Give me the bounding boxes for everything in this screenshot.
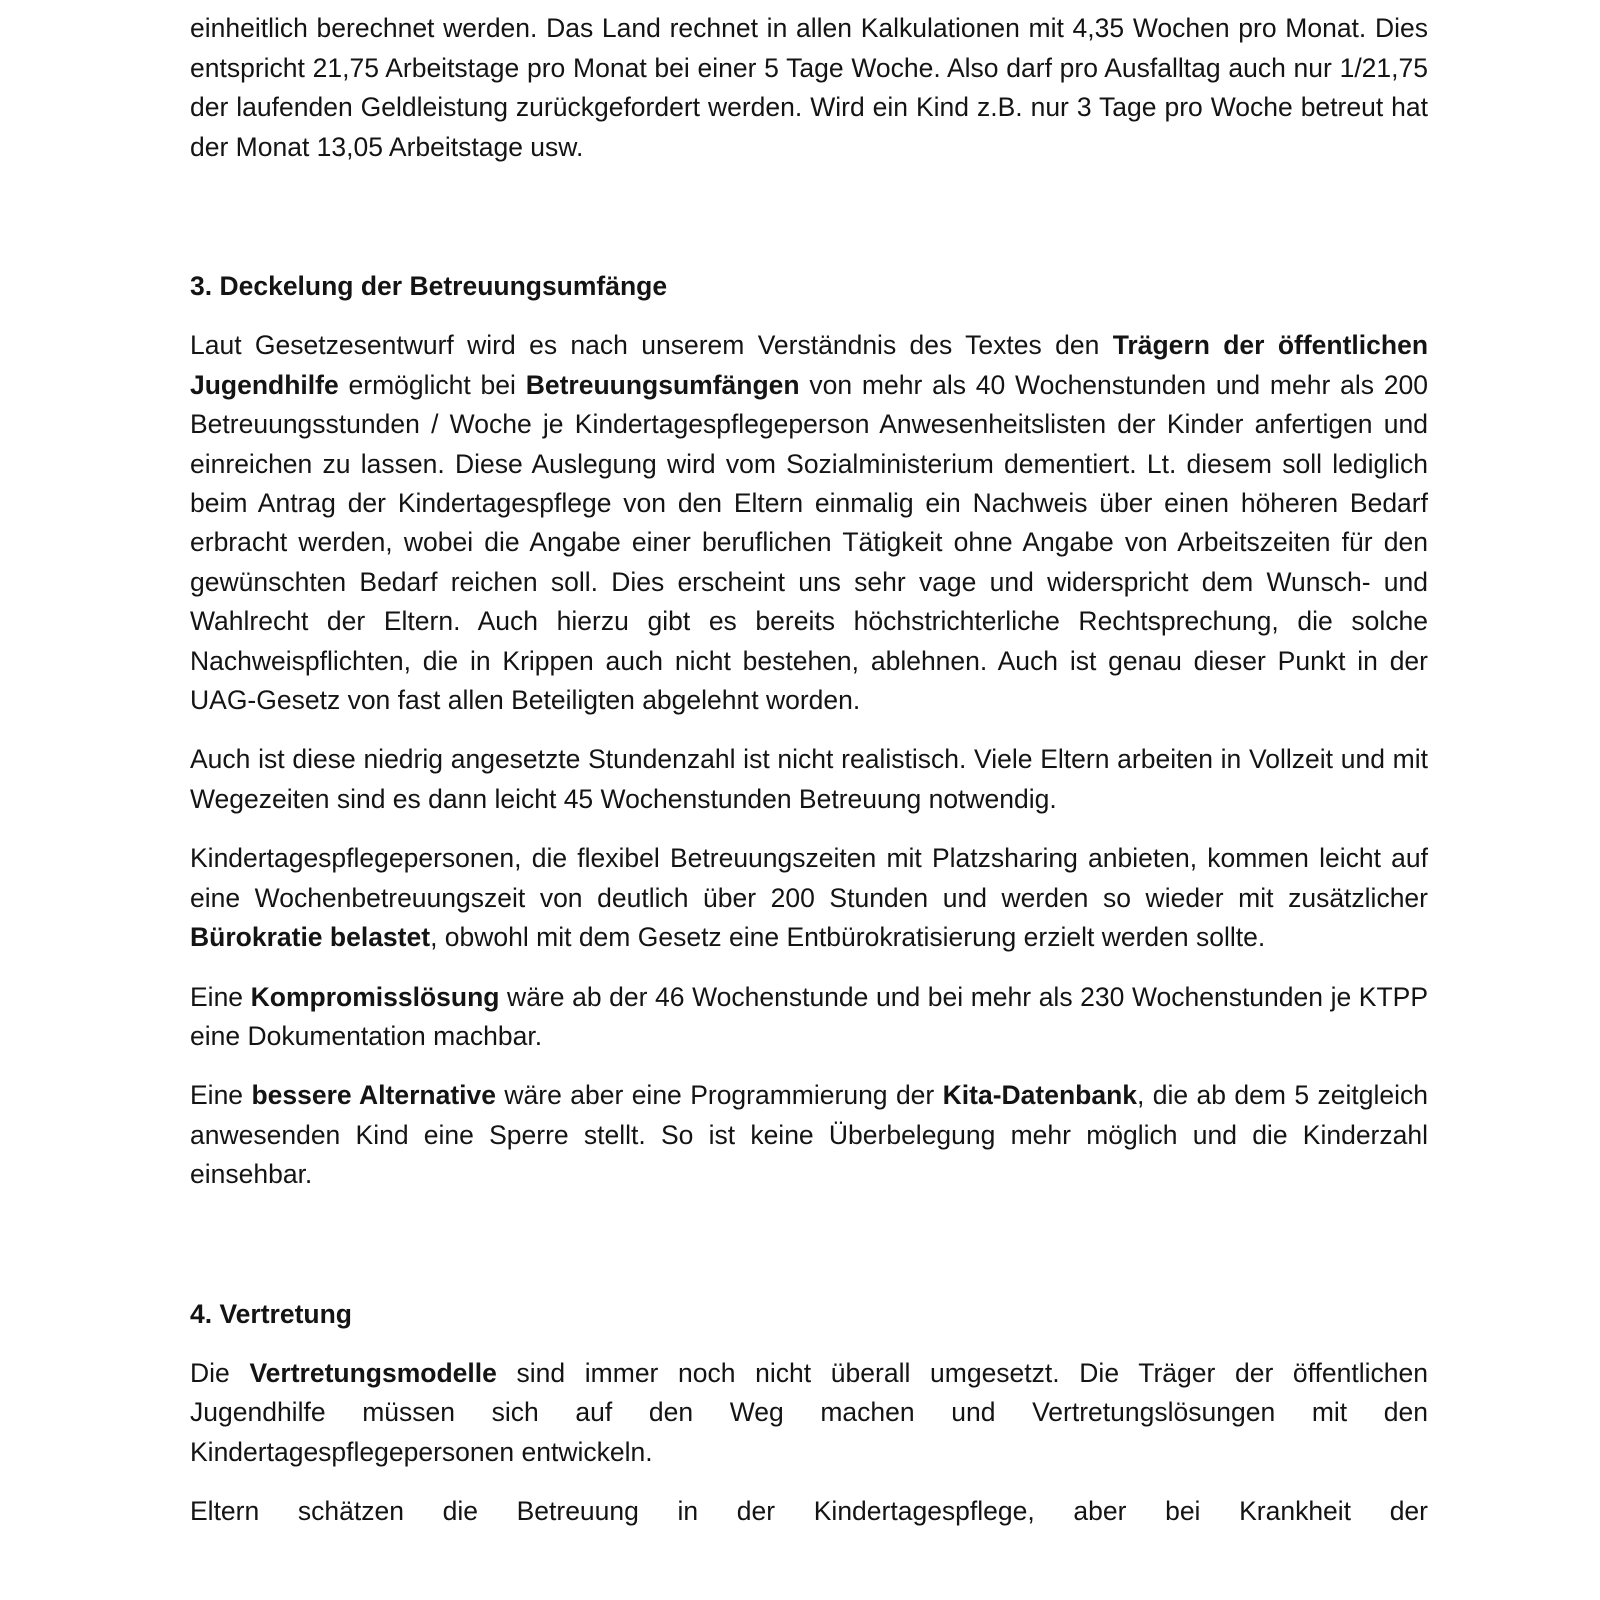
section-4-paragraph-2: Eltern schätzen die Betreuung in der Kindertagespflege, aber bei Krankheit der bbox=[190, 1496, 1428, 1527]
text: sind immer noch nicht überall umgesetzt. Die Träger der öffentlichen Jugendhilfe müssen sich auf den Weg machen und Vertretungslösungen mit den Kindertagespflegepersonen entwickeln. bbox=[190, 1357, 1428, 1467]
spacer bbox=[190, 1334, 1428, 1354]
bold-text: Trägern der öffentlichen Jugendhilfe bbox=[190, 330, 1429, 400]
intro-paragraph: einheitlich berechnet werden. Das Land rechnet in allen Kalkulationen mit 4,35 Wochen pro Monat. Dies entspricht 21,75 Arbeitstage pro Monat bei einer 5 Tage Woche. Also darf pro Ausfalltag auch nur 1/21,75 der laufenden Geldleistung zurückgefordert werden. Wird ein Kind z.B. nur 3 Tage pro Woche betreut hat der Monat 13,05 Arbeitstage usw. bbox=[190, 13, 1428, 162]
bold-text: Vertretungsmodelle bbox=[249, 1357, 497, 1388]
section-3-paragraph-1 bbox=[190, 326, 1428, 720]
text: Eine bbox=[190, 981, 251, 1012]
document-page bbox=[190, 0, 1428, 1552]
section-3-paragraph-5 bbox=[190, 1076, 1428, 1194]
bold-text: Kompromisslösung bbox=[250, 981, 500, 1012]
section-3-paragraph-3 bbox=[190, 839, 1428, 957]
bold-text: bessere Alternative bbox=[251, 1080, 497, 1111]
spacer bbox=[190, 1215, 1428, 1295]
section-3-paragraph-2: Auch ist diese niedrig angesetzte Stundenzahl ist nicht realistisch. Viele Eltern arbeiten in Vollzeit und mit Wegezeiten sind es dann leicht 45 Wochenstunden Betreuung notwendig. bbox=[190, 744, 1428, 814]
section-3-heading: 3. Deckelung der Betreuungsumfänge bbox=[190, 271, 668, 302]
text: wäre aber eine Programmierung der bbox=[496, 1080, 943, 1111]
text: Eine bbox=[190, 1080, 252, 1111]
text: wäre ab der 46 Wochenstunde und bei mehr als 230 Wochenstunden je KTPP eine Dokumentation machbar. bbox=[190, 981, 1429, 1051]
text: von mehr als 40 Wochenstunden und mehr als 200 Betreuungsstunden / Woche je Kindertagespflegeperson Anwesenheitslisten der Kinder anfertigen und einreichen zu lassen. Diese Auslegung wird vom Sozialministerium dementiert. Lt. diesem soll lediglich beim Antrag der Kindertagespflege von den Eltern einmalig ein Nachweis über einen höheren Bedarf erbracht werden, wobei die Angabe einer beruflichen Tätigkeit ohne Angabe von Arbeitszeiten für den gewünschten Bedarf reichen soll. Dies erscheint uns sehr vage und widerspricht dem Wunsch- und Wahlrecht der Eltern. Auch hierzu gibt es bereits höchstrichterliche Rechtsprechung, die solche Nachweispflichten, die in Krippen auch nicht bestehen, ablehnen. Auch ist genau dieser Punkt in der UAG-Gesetz von fast allen Beteiligten abgelehnt worden. bbox=[190, 369, 1428, 716]
text: Kindertagespflegepersonen, die flexibel Betreuungszeiten mit Platzsharing anbieten, kommen leicht auf eine Wochenbetreuungszeit von deutlich über 200 Stunden und werden so wieder mit zusätzlicher bbox=[190, 843, 1428, 913]
section-4-heading: 4. Vertretung bbox=[190, 1298, 352, 1329]
spacer bbox=[190, 306, 1428, 326]
text: , obwohl mit dem Gesetz eine Entbürokratisierung erzielt werden sollte. bbox=[430, 922, 1266, 953]
section-3-paragraph-4 bbox=[190, 978, 1428, 1057]
spacer bbox=[190, 187, 1428, 267]
text: Laut Gesetzesentwurf wird es nach unserem Verständnis des Textes den bbox=[190, 330, 1113, 361]
bold-text: Bürokratie belastet bbox=[190, 922, 431, 953]
bold-text: Kita-Datenbank bbox=[942, 1080, 1138, 1111]
bold-text: Betreuungsumfängen bbox=[525, 369, 800, 400]
text: , die ab dem 5 zeitgleich anwesenden Kind eine Sperre stellt. So ist keine Überbelegung mehr möglich und die Kinderzahl einsehbar. bbox=[190, 1080, 1428, 1190]
section-4-paragraph-1 bbox=[190, 1354, 1428, 1472]
text: ermöglicht bei bbox=[338, 369, 526, 400]
text: Die bbox=[190, 1357, 250, 1388]
